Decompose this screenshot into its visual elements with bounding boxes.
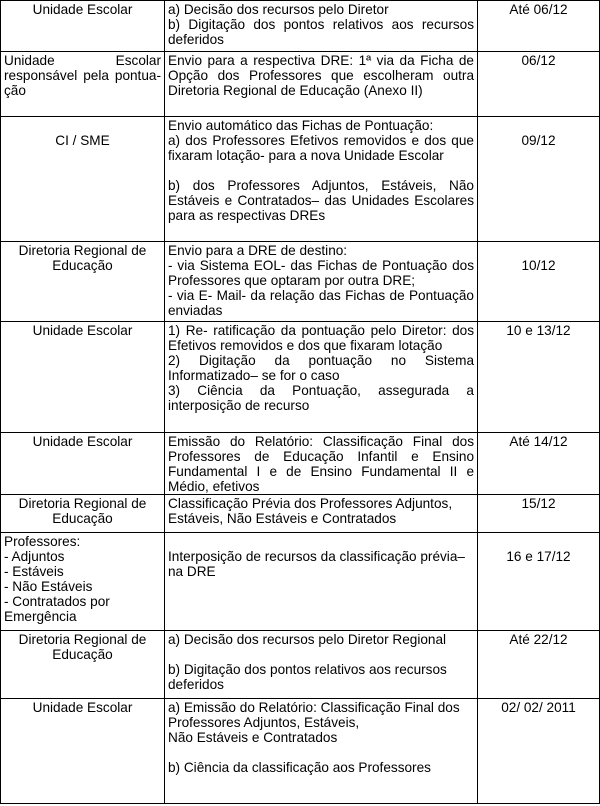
responsible-text: Unidade Escolar: [32, 434, 133, 449]
activity-text: - via E- Mail- da relação das Fichas de Pontuação enviadas: [168, 288, 474, 318]
responsible-text: - Estáveis: [4, 564, 64, 579]
activity-cell: [165, 699, 478, 804]
responsible-text: Diretoria Regional de Educação: [18, 496, 147, 526]
table-row: [1, 52, 600, 117]
activity-text: 3) Ciência da Pontuação, assegurada a interposição de recurso: [168, 383, 474, 413]
date-text: 06/12: [521, 53, 556, 68]
activity-text: Não Estáveis e Contratados: [168, 730, 338, 745]
table-row: [1, 117, 600, 242]
activity-cell: [165, 117, 478, 242]
activity-text: a) Decisão dos recursos pelo Diretor Regional: [168, 632, 447, 647]
date-text: Até 14/12: [509, 434, 568, 449]
responsible-text: - Contratados por Emergência: [4, 594, 110, 624]
date-cell: [478, 242, 600, 322]
date-cell: [478, 1, 600, 52]
table-row: [1, 631, 600, 699]
activity-text: b) Ciência da classificação aos Professores: [168, 760, 431, 775]
activity-cell: [165, 322, 478, 433]
table-row: [1, 322, 600, 433]
activity-text: b) Digitação dos pontos relativos aos recursos deferidos: [168, 17, 474, 47]
responsible-text: CI / SME: [55, 133, 110, 148]
date-cell: [478, 495, 600, 533]
date-cell: [478, 322, 600, 433]
responsible-cell: [1, 495, 165, 533]
activity-cell: [165, 631, 478, 699]
date-text: 10 e 13/12: [506, 323, 571, 338]
activity-text: a) dos Professores Efetivos removidos e dos que fixaram lotação- para a nova Unidade Escolar: [168, 133, 474, 163]
activity-cell: [165, 533, 478, 631]
activity-text: b) Digitação dos pontos relativos aos recursos deferidos: [168, 662, 447, 692]
activity-text: b) dos Professores Adjuntos, Estáveis, Não Estáveis e Contratados– das Unidades Escolares para as respectivas DREs: [168, 178, 474, 223]
activity-text: - via Sistema EOL- das Fichas de Pontuação dos Professores que optaram por outra DRE;: [168, 258, 474, 288]
responsible-text: Unidade Escolar: [32, 2, 133, 17]
responsible-cell: [1, 52, 165, 117]
activity-text: 2) Digitação da pontuação no Sistema Informatizado– se for o caso: [168, 353, 474, 383]
activity-text: Emissão do Relatório: Classificação Final dos Professores de Educação Infantil e Ensino Fundamental I e de Ensino Fundamental II e Médio, efetivos: [168, 434, 474, 494]
responsible-cell: [1, 117, 165, 242]
responsible-text: Unidade Escolar: [32, 700, 133, 715]
activity-cell: [165, 1, 478, 52]
responsible-text: Unidade Escolar responsável pela pontua-ção: [4, 53, 161, 98]
date-text: 16 e 17/12: [506, 549, 571, 564]
responsible-cell: [1, 242, 165, 322]
date-cell: [478, 52, 600, 117]
activity-cell: [165, 52, 478, 117]
date-text: Até 06/12: [509, 2, 568, 17]
date-cell: [478, 433, 600, 495]
responsible-text: Professores:: [4, 534, 81, 549]
activity-text: Envio para a DRE de destino:: [168, 243, 348, 258]
activity-text: Envio para a respectiva DRE: 1ª via da Ficha de Opção dos Professores que escolheram outra Diretoria Regional de Educação (Anexo II): [168, 53, 474, 98]
date-cell: [478, 117, 600, 242]
date-cell: [478, 533, 600, 631]
table-row: [1, 495, 600, 533]
activity-text: a) Decisão dos recursos pelo Diretor: [168, 2, 389, 17]
table-row: [1, 433, 600, 495]
activity-text: 1) Re- ratificação da pontuação pelo Diretor: dos Efetivos removidos e dos que fixaram lotação: [168, 323, 474, 353]
activity-cell: [165, 242, 478, 322]
table-row: [1, 1, 600, 52]
activity-text: Envio automático das Fichas de Pontuação:: [168, 118, 434, 133]
date-text: Até 22/12: [509, 632, 568, 647]
activity-text: Interposição de recursos da classificação prévia– na DRE: [168, 549, 465, 579]
date-cell: [478, 631, 600, 699]
responsible-cell: [1, 631, 165, 699]
date-text: 15/12: [521, 496, 556, 511]
responsible-cell: [1, 322, 165, 433]
activity-cell: [165, 495, 478, 533]
date-text: 09/12: [521, 133, 556, 148]
responsible-cell: [1, 433, 165, 495]
responsible-cell: [1, 699, 165, 804]
activity-text: a) Emissão do Relatório: Classificação Final dos Professores Adjuntos, Estáveis,: [168, 700, 460, 730]
date-cell: [478, 699, 600, 804]
table-row: [1, 533, 600, 631]
responsible-text: - Não Estáveis: [4, 579, 93, 594]
date-text: 10/12: [521, 258, 556, 273]
date-text: 02/ 02/ 2011: [501, 700, 576, 715]
responsible-cell: [1, 1, 165, 52]
activity-cell: [165, 433, 478, 495]
responsible-cell: [1, 533, 165, 631]
table-row: [1, 699, 600, 804]
table-row: [1, 242, 600, 322]
responsible-text: Diretoria Regional de Educação: [18, 632, 147, 662]
responsible-text: Unidade Escolar: [32, 323, 133, 338]
activity-text: Classificação Prévia dos Professores Adjuntos, Estáveis, Não Estáveis e Contratados: [168, 496, 453, 526]
responsible-text: - Adjuntos: [4, 549, 65, 564]
responsible-text: Diretoria Regional de Educação: [18, 243, 147, 273]
